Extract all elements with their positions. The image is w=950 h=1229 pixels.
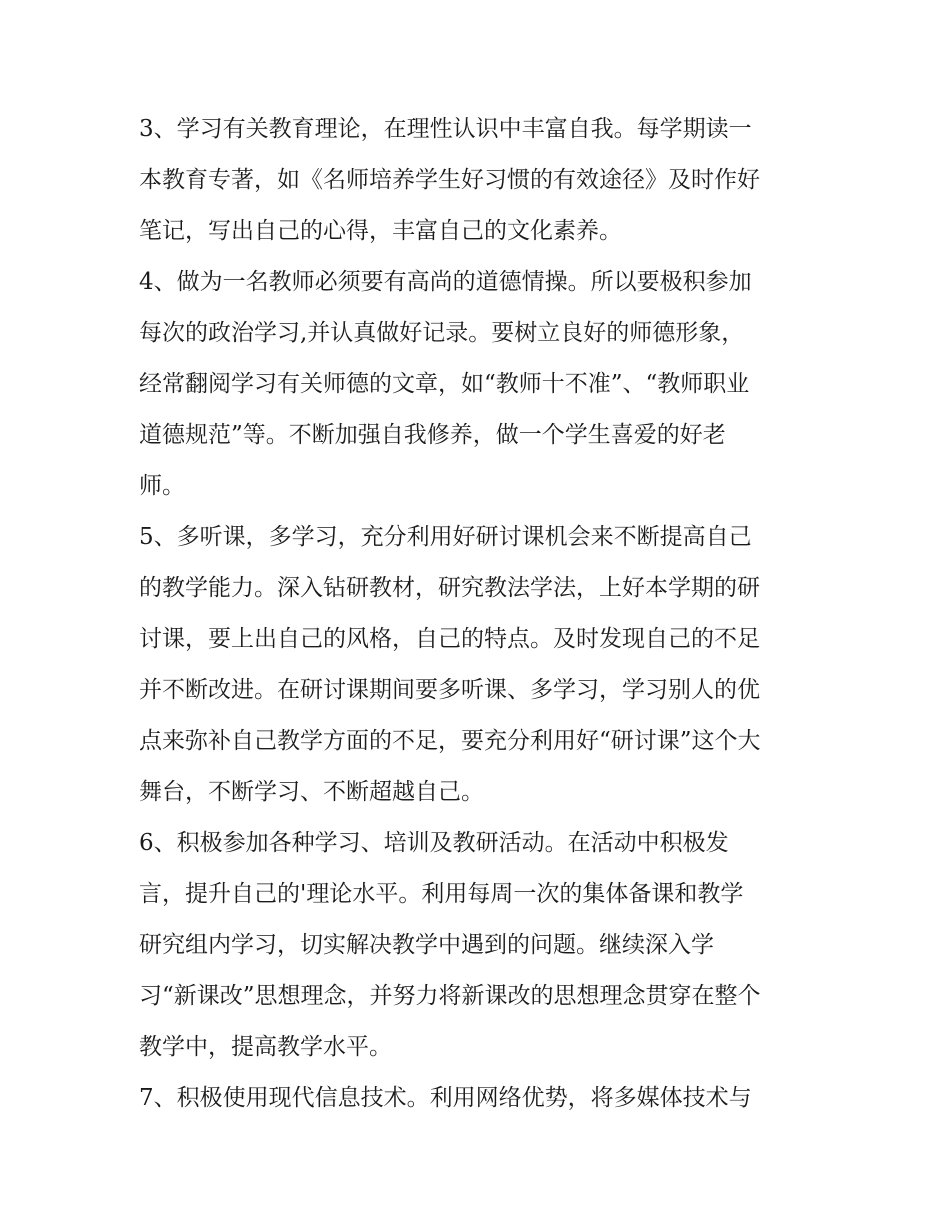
text-line: 言，提升自己的'理论水平。利用每周一次的集体备课和教学 <box>139 881 744 907</box>
text-line: 教学中，提高教学水平。 <box>139 1034 392 1060</box>
text-line: 7、积极使用现代信息技术。利用网络优势，将多媒体技术与 <box>139 1085 752 1111</box>
text-line: 师。 <box>139 473 185 499</box>
text-line: 研究组内学习，切实解决教学中遇到的问题。继续深入学 <box>139 932 714 958</box>
text-line: 讨课，要上出自己的风格，自己的特点。及时发现自己的不足 <box>139 626 760 652</box>
text-line: 的教学能力。深入钻研教材，研究教法学法，上好本学期的研 <box>139 575 760 601</box>
text-line: 道德规范”等。不断加强自我修养，做一个学生喜爱的好老 <box>139 422 726 448</box>
text-line: 本教育专著，如《名师培养学生好习惯的有效途径》及时作好 <box>139 167 760 193</box>
text-line: 5、多听课，多学习，充分利用好研讨课机会来不断提高自己 <box>139 524 752 550</box>
text-line: 舞台，不断学习、不断超越自己。 <box>139 779 484 805</box>
text-line: 每次的政治学习,并认真做好记录。要树立良好的师德形象， <box>139 320 745 346</box>
text-line: 习“新课改”思想理念，并努力将新课改的思想理念贯穿在整个 <box>139 983 761 1009</box>
text-line: 经常翻阅学习有关师德的文章，如“教师十不准”、“教师职业 <box>139 371 750 397</box>
text-line: 点来弥补自己教学方面的不足，要充分利用好“研讨课”这个大 <box>139 728 761 754</box>
text-line: 6、积极参加各种学习、培训及教研活动。在活动中积极发 <box>139 830 729 856</box>
text-line: 并不断改进。在研讨课期间要多听课、多学习，学习别人的优 <box>139 677 760 703</box>
text-line: 3、学习有关教育理论，在理性认识中丰富自我。每学期读一 <box>139 116 752 142</box>
text-line: 4、做为一名教师必须要有高尚的道德情操。所以要极积参加 <box>139 269 752 295</box>
text-line: 笔记，写出自己的心得，丰富自己的文化素养。 <box>139 218 622 244</box>
